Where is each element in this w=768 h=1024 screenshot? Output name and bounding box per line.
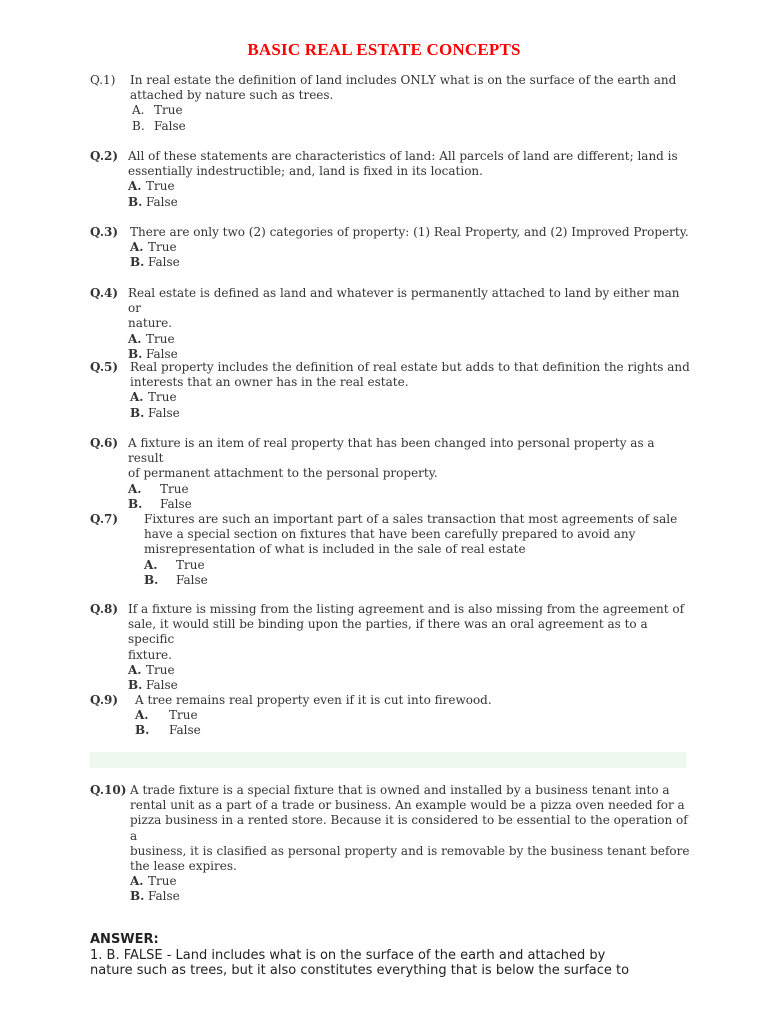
question-number: Q.6) [90,436,119,450]
option-a[interactable]: A. True [135,708,198,723]
option-a[interactable]: A. True [132,103,183,118]
question-number: Q.5) [90,360,119,374]
option-b[interactable]: B. False [128,194,178,209]
question-4 [90,286,690,362]
question-text-line: If a fixture is missing from the listing agreement and is also missing from the agreement of [128,602,685,616]
question-number: Q.10) [90,783,127,797]
highlight-band [90,752,686,768]
question-number: Q.8) [90,602,119,616]
question-text-line: sale, it would still be binding upon the parties, if there was an oral agreement as to a specific [128,617,648,647]
question-text-line: rental unit as a part of a trade or business. An example would be a pizza oven needed for a [130,798,685,813]
question-text-line: fixture. [128,647,172,662]
question-number: Q.4) [90,286,119,300]
option-b[interactable]: B. False [128,678,178,693]
option-b[interactable]: B. False [130,255,180,270]
question-text-line: A tree remains real property even if it is cut into firewood. [135,693,492,707]
question-text-line: of permanent attachment to the personal property. [128,466,438,481]
question-number: Q.1) [90,73,116,87]
page-title: BASIC REAL ESTATE CONCEPTS [247,40,521,59]
option-b[interactable]: B. False [128,346,178,361]
option-a[interactable]: A. True [130,390,177,405]
option-b[interactable]: B. False [128,496,192,511]
question-text-line: the lease expires. [130,859,237,874]
question-number: Q.7) [90,512,119,526]
answer-line: 1. B. FALSE - Land includes what is on the surface of the earth and attached by [90,947,606,963]
option-a[interactable]: A. True [130,240,177,255]
question-7 [90,512,690,588]
question-text-line: nature. [128,316,173,331]
question-number: Q.3) [90,225,119,239]
question-text-line: Real estate is defined as land and whatever is permanently attached to land by either man or [128,286,680,316]
question-6 [90,436,690,512]
answer-line: nature such as trees, but it also constitutes everything that is below the surface to [90,963,630,978]
question-5 [90,360,690,421]
question-text-line: pizza business in a rented store. Because it is considered to be essential to the operation of a [130,813,688,843]
question-text-line: All of these statements are characteristics of land: All parcels of land are different; land is [128,149,678,163]
option-b[interactable]: B. False [135,723,201,738]
option-a[interactable]: A. True [144,557,205,572]
question-8 [90,602,690,693]
answer-heading: ANSWER: [90,932,159,947]
option-b[interactable]: B. False [130,405,180,420]
option-a[interactable]: A. True [128,662,175,677]
question-text-line: In real estate the definition of land includes ONLY what is on the surface of the earth and [130,73,677,87]
question-text-line: Fixtures are such an important part of a sales transaction that most agreements of sale [144,512,678,526]
option-b[interactable]: B. False [130,889,180,904]
question-text-line: A fixture is an item of real property that has been changed into personal property as a result [128,436,655,466]
question-text-line: business, it is clasified as personal property and is removable by the business tenant before [130,843,690,858]
option-a[interactable]: A. True [128,331,175,346]
question-2 [90,149,690,210]
question-10 [90,783,690,905]
answer-section [90,932,710,979]
option-a[interactable]: A. True [128,481,189,496]
question-text-line: have a special section on fixtures that have been carefully prepared to avoid any [144,527,636,542]
question-9 [90,693,690,739]
option-a[interactable]: A. True [130,874,177,889]
question-number: Q.2) [90,149,119,163]
question-text-line: attached by nature such as trees. [130,88,334,103]
option-a[interactable]: A. True [128,179,175,194]
option-b[interactable]: B. False [132,118,186,133]
question-3 [90,225,690,271]
question-text-line: interests that an owner has in the real estate. [130,375,409,390]
question-number: Q.9) [90,693,119,707]
option-b[interactable]: B. False [144,572,208,587]
question-text-line: essentially indestructible; and, land is fixed in its location. [128,164,483,179]
question-text-line: Real property includes the definition of real estate but adds to that definition the rights and [130,360,690,374]
question-text-line: misrepresentation of what is included in the sale of real estate [144,542,526,557]
question-1 [90,73,690,134]
question-text-line: There are only two (2) categories of property: (1) Real Property, and (2) Improved Property. [130,225,689,239]
question-text-line: A trade fixture is a special fixture that is owned and installed by a business tenant into a [130,783,670,797]
